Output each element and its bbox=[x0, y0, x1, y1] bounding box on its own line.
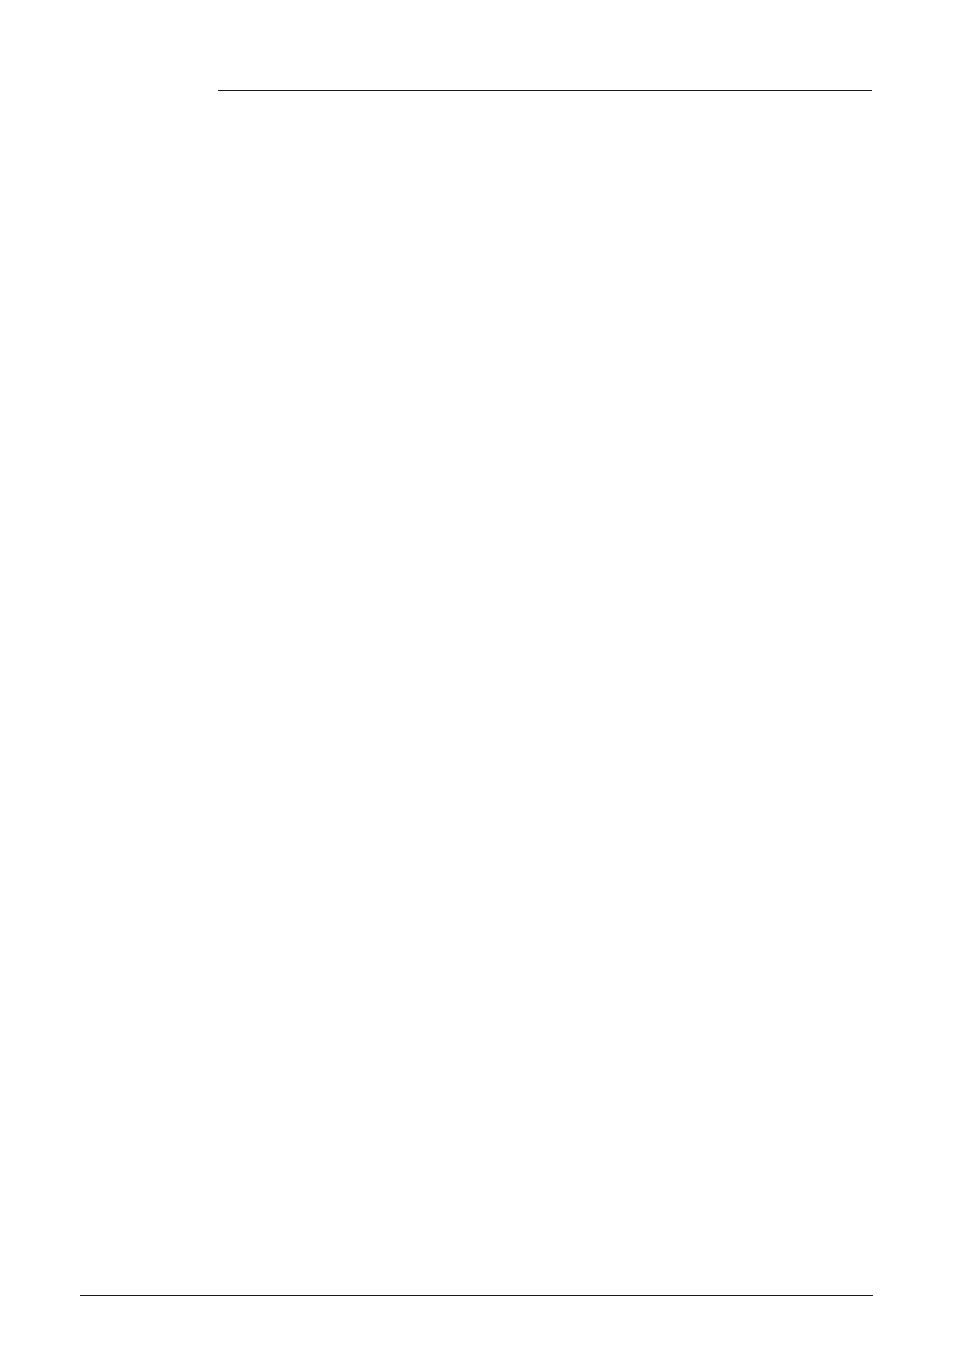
header-rule bbox=[218, 90, 872, 91]
vega-logo bbox=[80, 49, 212, 85]
footer-rule bbox=[80, 1295, 873, 1296]
